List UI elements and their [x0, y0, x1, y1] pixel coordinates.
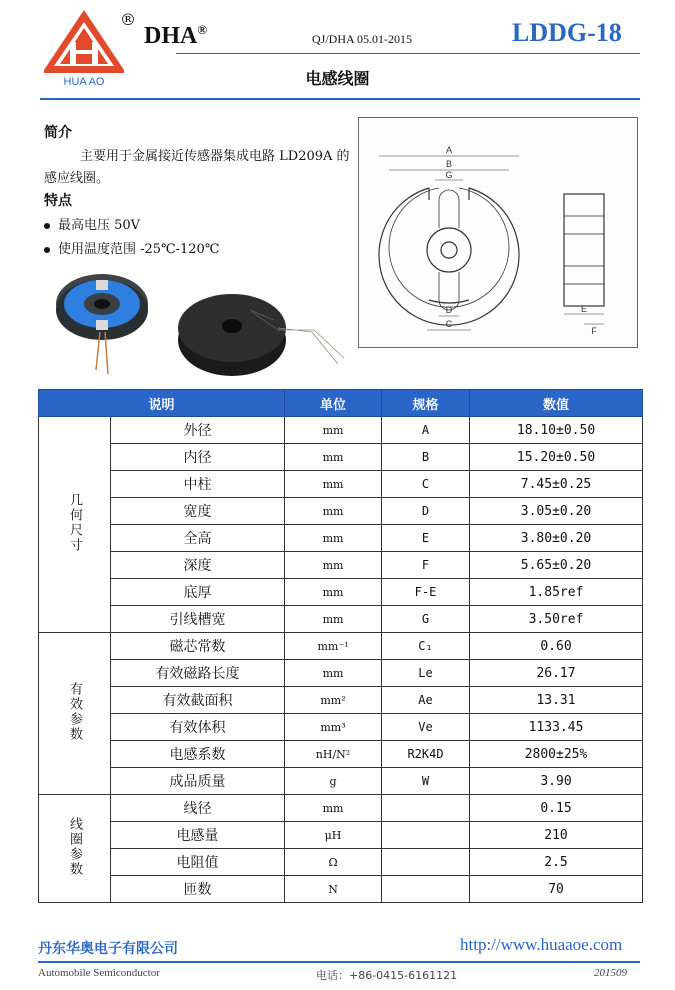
param-value: 18.10±0.50	[470, 417, 643, 444]
param-unit: nH/N²	[285, 741, 382, 768]
group-label	[39, 633, 111, 795]
company-tagline: Automobile Semiconductor	[38, 967, 160, 979]
param-unit: mm³	[285, 714, 382, 741]
param-name: 宽度	[111, 498, 285, 525]
param-spec: A	[382, 417, 470, 444]
param-name: 成品质量	[111, 768, 285, 795]
dim-label-f: F	[591, 326, 597, 336]
footer-divider	[38, 961, 640, 963]
param-unit: mm	[285, 660, 382, 687]
dim-label-c: C	[445, 319, 453, 329]
bullet-icon	[44, 223, 50, 229]
param-value: 26.17	[470, 660, 643, 687]
dimension-drawing	[358, 117, 638, 348]
dim-label-e: E	[580, 304, 588, 314]
table-row	[39, 417, 643, 444]
param-value: 1.85ref	[470, 579, 643, 606]
table-row	[39, 633, 643, 660]
param-value: 210	[470, 822, 643, 849]
group-label	[39, 795, 111, 903]
param-value: 0.15	[470, 795, 643, 822]
coil-open-view	[56, 274, 148, 374]
param-unit: mm	[285, 579, 382, 606]
feature-heading: 特点	[44, 193, 72, 209]
group-label	[39, 417, 111, 633]
table-row	[39, 876, 643, 903]
param-name: 深度	[111, 552, 285, 579]
document-date: 201509	[594, 967, 627, 979]
dim-label-g: G	[445, 170, 453, 180]
dim-label-b: B	[445, 159, 453, 169]
param-spec: F-E	[382, 579, 470, 606]
param-name: 引线槽宽	[111, 606, 285, 633]
param-spec	[382, 795, 470, 822]
group-label-text: 有效参数	[67, 681, 82, 742]
standard-code: QJ/DHA 05.01-2015	[312, 32, 413, 46]
param-unit: Ω	[285, 849, 382, 876]
table-row	[39, 795, 643, 822]
param-value: 2.5	[470, 849, 643, 876]
param-unit: mm⁻¹	[285, 633, 382, 660]
feature-item	[44, 214, 140, 233]
table-row	[39, 660, 643, 687]
brand-reg-mark: ®	[197, 22, 208, 37]
brand-text: DHA	[144, 23, 198, 49]
intro-heading: 简介	[44, 125, 72, 141]
param-name: 有效体积	[111, 714, 285, 741]
table-body	[39, 417, 643, 903]
param-name: 内径	[111, 444, 285, 471]
param-unit: mm²	[285, 687, 382, 714]
param-spec: Ve	[382, 714, 470, 741]
bullet-icon	[44, 247, 50, 253]
param-name: 有效截面积	[111, 687, 285, 714]
param-value: 7.45±0.25	[470, 471, 643, 498]
param-unit: mm	[285, 417, 382, 444]
param-name: 底厚	[111, 579, 285, 606]
table-row	[39, 741, 643, 768]
param-spec: Ae	[382, 687, 470, 714]
table-row	[39, 525, 643, 552]
param-value: 3.80±0.20	[470, 525, 643, 552]
param-value: 5.65±0.20	[470, 552, 643, 579]
table-row	[39, 714, 643, 741]
feature-text: 使用温度范围 -25℃-120℃	[58, 242, 220, 257]
table-header-row	[39, 390, 643, 417]
table-row	[39, 849, 643, 876]
brand-name	[144, 22, 207, 50]
param-name: 电阻值	[111, 849, 285, 876]
param-value: 3.50ref	[470, 606, 643, 633]
param-name: 磁芯常数	[111, 633, 285, 660]
param-value: 2800±25%	[470, 741, 643, 768]
param-unit: mm	[285, 471, 382, 498]
col-header-spec: 规格	[382, 390, 470, 417]
product-photo	[52, 270, 347, 385]
param-spec: R2K4D	[382, 741, 470, 768]
dim-label-a: A	[445, 145, 453, 155]
param-value: 3.90	[470, 768, 643, 795]
param-spec	[382, 849, 470, 876]
param-spec: C	[382, 471, 470, 498]
col-header-value: 数值	[470, 390, 643, 417]
param-value: 1133.45	[470, 714, 643, 741]
phone-number: 电话：+86-0415-6161121	[316, 969, 458, 982]
param-spec: B	[382, 444, 470, 471]
feature-item	[44, 238, 219, 257]
header-divider	[176, 53, 640, 54]
param-spec: F	[382, 552, 470, 579]
website-link[interactable]: http://www.huaaoe.com	[460, 935, 623, 954]
model-number: LDDG-18	[512, 18, 622, 47]
group-label-text: 几何尺寸	[67, 492, 82, 553]
param-unit: mm	[285, 606, 382, 633]
param-name: 全高	[111, 525, 285, 552]
param-name: 电感系数	[111, 741, 285, 768]
table-row	[39, 579, 643, 606]
param-name: 中柱	[111, 471, 285, 498]
param-spec: Le	[382, 660, 470, 687]
param-unit: N	[285, 876, 382, 903]
param-unit: mm	[285, 444, 382, 471]
param-name: 电感量	[111, 822, 285, 849]
param-spec: D	[382, 498, 470, 525]
param-unit: g	[285, 768, 382, 795]
table-row	[39, 498, 643, 525]
title-divider	[40, 98, 640, 100]
group-label-text: 线圈参数	[67, 816, 82, 877]
page-title: 电感线圈	[305, 69, 370, 88]
logo-text: HUA AO	[63, 76, 105, 88]
col-header-desc: 说明	[39, 390, 285, 417]
param-spec: E	[382, 525, 470, 552]
param-spec: W	[382, 768, 470, 795]
dim-label-d: D	[445, 305, 453, 315]
param-name: 外径	[111, 417, 285, 444]
param-value: 15.20±0.50	[470, 444, 643, 471]
param-spec: G	[382, 606, 470, 633]
param-name: 匝数	[111, 876, 285, 903]
intro-text: 主要用于金属接近传感器集成电路 LD209A 的感应线圈。	[44, 149, 350, 186]
param-unit: mm	[285, 552, 382, 579]
param-spec	[382, 876, 470, 903]
table-row	[39, 552, 643, 579]
param-value: 3.05±0.20	[470, 498, 643, 525]
feature-text: 最高电压 50V	[58, 218, 141, 233]
param-name: 有效磁路长度	[111, 660, 285, 687]
param-value: 0.60	[470, 633, 643, 660]
param-unit: mm	[285, 525, 382, 552]
table-row	[39, 768, 643, 795]
coil-closed-view	[178, 294, 344, 376]
param-value: 13.31	[470, 687, 643, 714]
table-row	[39, 822, 643, 849]
param-spec	[382, 822, 470, 849]
table-row	[39, 444, 643, 471]
spec-table	[38, 389, 643, 903]
col-header-unit: 单位	[285, 390, 382, 417]
table-row	[39, 687, 643, 714]
param-unit: mm	[285, 498, 382, 525]
param-unit: mm	[285, 795, 382, 822]
param-value: 70	[470, 876, 643, 903]
param-unit: μH	[285, 822, 382, 849]
table-row	[39, 471, 643, 498]
table-row	[39, 606, 643, 633]
company-name: 丹东华奥电子有限公司	[38, 941, 178, 957]
param-spec: C₁	[382, 633, 470, 660]
registered-mark: ®	[120, 10, 136, 29]
param-name: 线径	[111, 795, 285, 822]
